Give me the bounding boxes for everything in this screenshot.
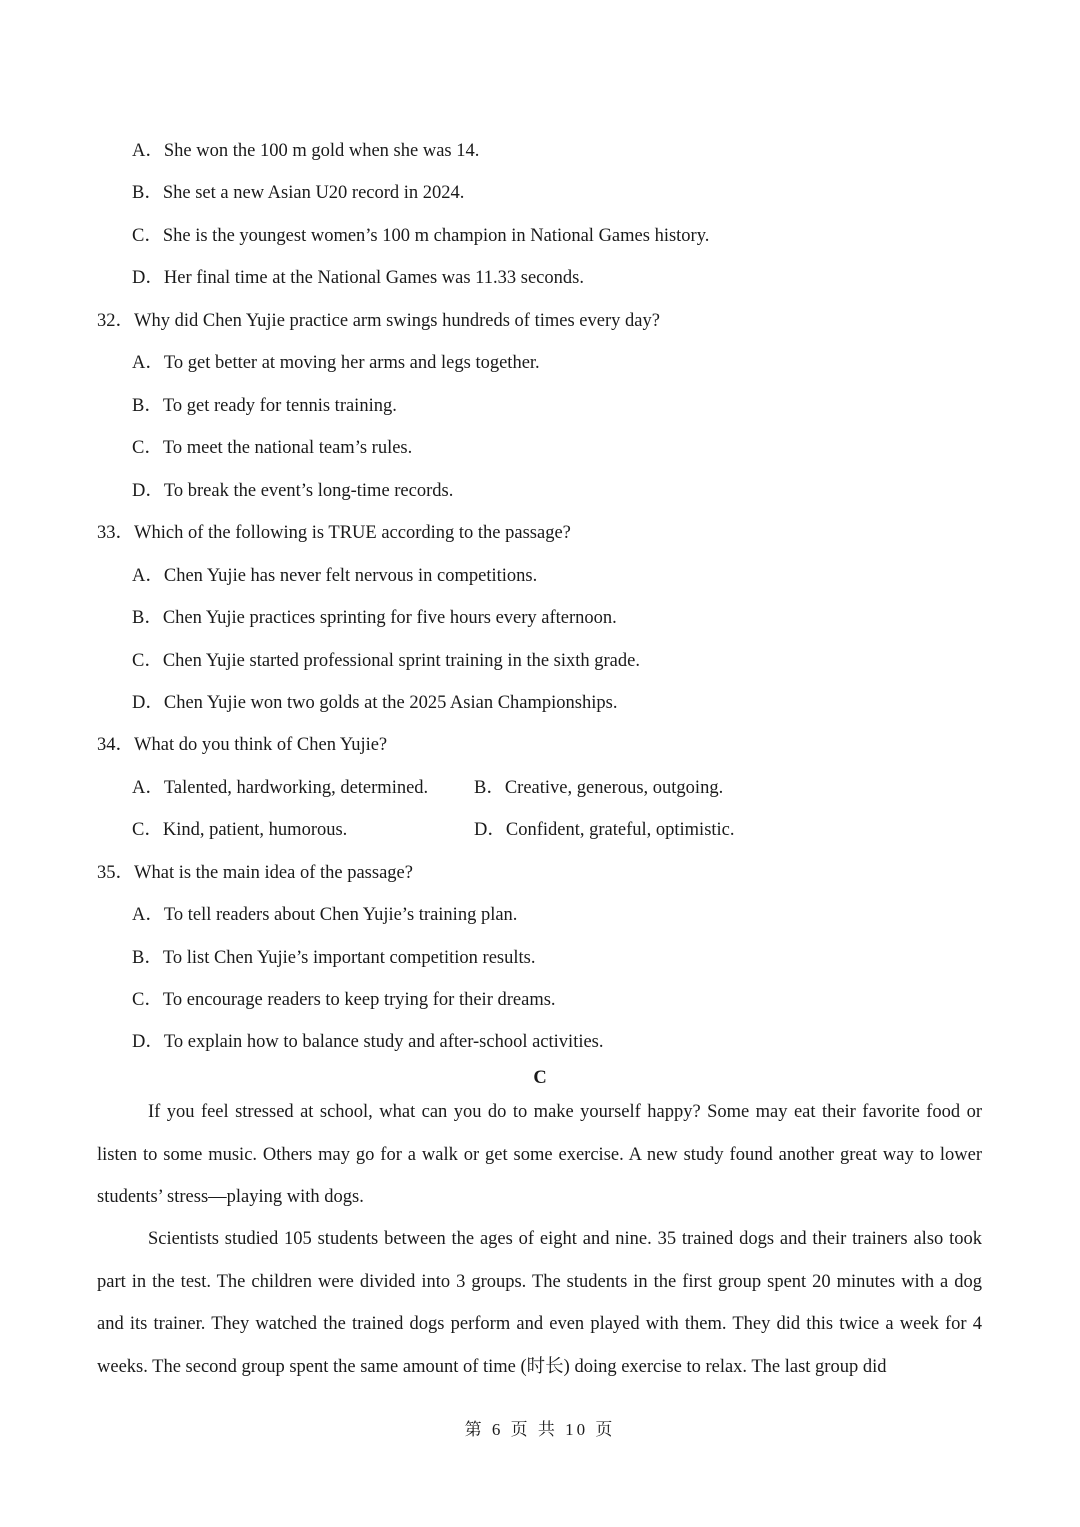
q32-option-a: A．To get better at moving her arms and legs together. (132, 353, 540, 373)
q33-option-a: A．Chen Yujie has never felt nervous in competitions. (132, 566, 538, 586)
q33-option-d: D．Chen Yujie won two golds at the 2025 Asian Championships. (132, 693, 618, 713)
q31-option-d: D．Her final time at the National Games was 11.33 seconds. (132, 268, 584, 288)
q35-option-b: B．To list Chen Yujie’s important competition results. (132, 948, 536, 968)
section-c-paragraph-2: Scientists studied 105 students between the ages of eight and nine. 35 trained dogs and their trainers also took part in the test. The children were divided into 3 groups. The students in the first group spent 20 minutes with a dog and its trainer. They watched the trained dogs perform and even played with them. They did this twice a week for 4 weeks. The second group spent the same amount of time (时长) doing exercise to relax. The last group did (97, 1229, 982, 1377)
q33-option-c: C．Chen Yujie started professional sprint training in the sixth grade. (132, 651, 640, 671)
q31-option-b: B．She set a new Asian U20 record in 2024. (132, 183, 465, 203)
page-footer: 第 6 页 共 10 页 (464, 1420, 616, 1439)
section-c-paragraph-1: If you feel stressed at school, what can you do to make yourself happy? Some may eat their favorite food or listen to some music. Others may go for a walk or get some exercise. A new study found another great way to lower students’ stress—playing with dogs. (97, 1102, 982, 1207)
q33-question: 33．Which of the following is TRUE according to the passage? (97, 523, 571, 543)
q34-option-d: D．Confident, grateful, optimistic. (474, 820, 735, 840)
q35-option-a: A．To tell readers about Chen Yujie’s training plan. (132, 905, 518, 925)
q31-option-c: C．She is the youngest women’s 100 m champion in National Games history. (132, 226, 710, 246)
q35-question: 35．What is the main idea of the passage? (97, 863, 413, 883)
q31-option-a: A．She won the 100 m gold when she was 14. (132, 141, 480, 161)
q32-option-d: D．To break the event’s long-time records. (132, 481, 454, 501)
q35-option-d: D．To explain how to balance study and after-school activities. (132, 1032, 604, 1052)
q33-option-b: B．Chen Yujie practices sprinting for five hours every afternoon. (132, 608, 617, 628)
q34-question: 34．What do you think of Chen Yujie? (97, 735, 388, 755)
q34-option-b: B．Creative, generous, outgoing. (474, 778, 724, 798)
q34-option-c: C．Kind, patient, humorous. (132, 820, 348, 840)
section-c-heading: C (533, 1068, 547, 1088)
q32-option-c: C．To meet the national team’s rules. (132, 438, 413, 458)
q32-question: 32．Why did Chen Yujie practice arm swings hundreds of times every day? (97, 311, 660, 331)
q34-option-a: A．Talented, hardworking, determined. (132, 778, 429, 798)
q35-option-c: C．To encourage readers to keep trying for their dreams. (132, 990, 556, 1010)
q32-option-b: B．To get ready for tennis training. (132, 396, 397, 416)
